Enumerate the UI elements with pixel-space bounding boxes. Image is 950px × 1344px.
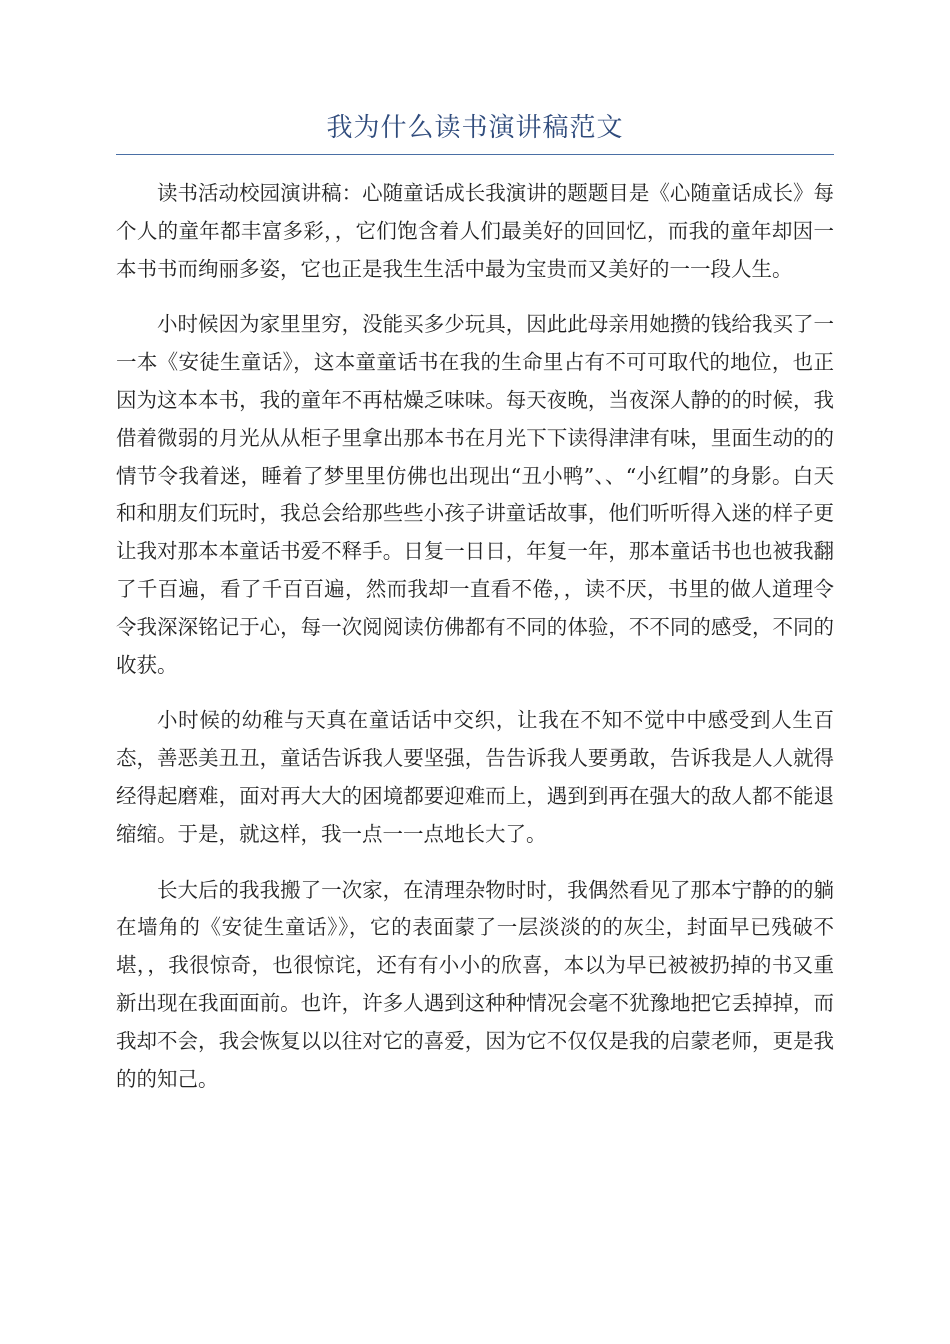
title-underline	[116, 154, 834, 155]
document-title: 我为什么读书演讲稿范文	[326, 113, 624, 143]
document-body	[116, 175, 834, 1116]
paragraph: 读书活动校园演讲稿：心随童话成长我演讲的题题目是《心随童话成长》每个人的童年都丰富多彩，，它们饱含着人们最美好的回回忆，而我的童年却因一本书书而绚丽多姿，它也正是我生生活中最为宝贵而又美好的一一段人生。	[116, 181, 834, 281]
paragraph: 小时候因为家里里穷，没能买多少玩具，因此此母亲用她攒的钱给我买了一一本《安徒生童话》，这本童童话书在我的生命里占有不可可取代的地位，也正因为这本本书，我的童年不再枯燥乏味味。每天夜晚，当夜深人静的的时候，我借着微弱的月光从从柜子里拿出那本书在月光下下读得津津有味，里面生动的的情节令我着迷，睡着了梦里里仿佛也出现出“丑小鸭”、、“小红帽”的身影。白天和和朋友们玩时，我总会给那些些小孩子讲童话故事，他们听听得入迷的样子更让我对那本本童话书爱不释手。日复一日日，年复一年，那本童话书也也被我翻了千百遍，看了千百百遍，然而我却一直看不倦，，读不厌，书里的做人道理令令我深深铭记于心，每一次阅阅读仿佛都有不同的体验，不不同的感受，不同的收获。	[116, 312, 834, 677]
paragraph: 长大后的我我搬了一次家，在清理杂物时时，我偶然看见了那本宁静的的躺在墙角的《安徒生童话》》，它的表面蒙了一层淡淡的的灰尘，封面早已残破不堪，，我很惊奇，也很惊诧，还有有小小的欣喜，本以为早已被被扔掉的书又重新出现在我面面前。也许，许多人遇到这种种情况会毫不犹豫地把它丢掉掉，而我却不会，我会恢复以以往对它的喜爱，因为它不仅仅是我的启蒙老师，更是我的的知己。	[116, 877, 834, 1091]
paragraph: 小时候的幼稚与天真在童话话中交织，让我在不知不觉中中感受到人生百态，善恶美丑丑，童话告诉我人要坚强，告告诉我人要勇敢，告诉我是人人就得经得起磨难，面对再大大的困境都要迎难而上，遇到到再在强大的敌人都不能退缩缩。于是，就这样，我一点一一点地长大了。	[116, 708, 834, 846]
